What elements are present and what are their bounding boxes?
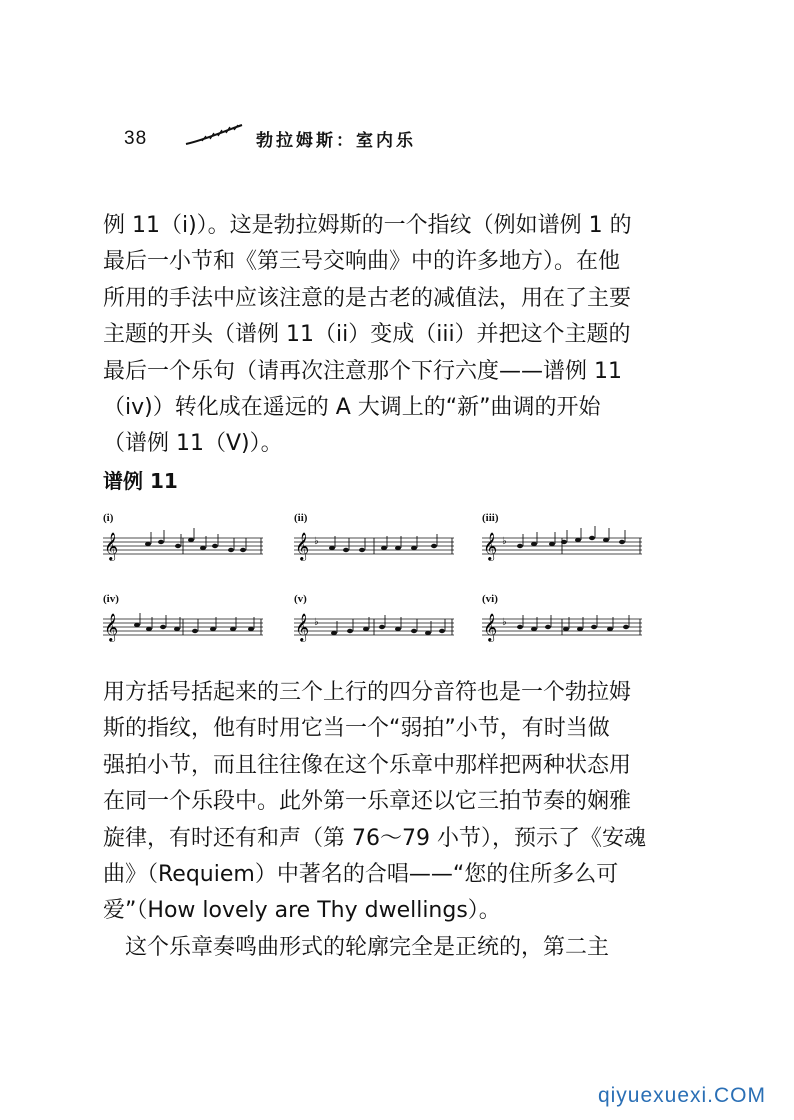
note-head	[517, 625, 523, 629]
note-head	[545, 625, 551, 629]
site-watermark: qiyuexuexi.COM	[597, 1084, 766, 1107]
note-head	[174, 627, 180, 631]
text-line: 例 11（i)）。这是勃拉姆斯的一个指纹（例如谱例 1 的	[103, 213, 632, 238]
note-head	[607, 627, 613, 631]
page-number: 38	[124, 128, 148, 149]
note-head	[329, 546, 335, 550]
treble-clef-icon: 𝄞	[295, 613, 310, 641]
note-head	[531, 627, 537, 631]
text-line: 在同一个乐段中。此外第一乐章还以它三拍节奏的娴雅	[103, 789, 632, 815]
text-line: 这个乐章奏鸣曲形式的轮廓完全是正统的，第二主	[103, 935, 610, 960]
note-head	[517, 544, 523, 548]
note-head	[230, 627, 236, 631]
note-head	[363, 627, 369, 631]
example-title: 谱例 11	[103, 469, 178, 493]
text-line: 所用的手法中应该注意的是古老的减值法，用在了主要	[103, 285, 632, 311]
note-head	[192, 629, 198, 633]
example-label: (i)	[103, 512, 114, 524]
flat-icon: ♭	[502, 536, 507, 547]
note-head	[248, 627, 254, 631]
text-line: 爱”（How lovely are Thy dwellings）。	[103, 898, 501, 924]
note-head	[175, 544, 181, 548]
note-head	[331, 631, 337, 635]
note-head	[589, 536, 595, 540]
note-head	[563, 627, 569, 631]
note-head	[158, 540, 164, 544]
flat-icon: ♭	[314, 617, 319, 628]
music-staff	[294, 605, 454, 655]
note-head	[359, 548, 365, 552]
example-label: (v)	[294, 593, 307, 605]
treble-clef-icon: 𝄞	[104, 613, 119, 641]
note-head	[395, 546, 401, 550]
note-head	[439, 629, 445, 633]
note-head	[603, 538, 609, 542]
music-staff	[482, 605, 642, 655]
note-head	[240, 548, 246, 552]
note-head	[591, 625, 597, 629]
example-label: (iii)	[482, 512, 499, 524]
music-staff	[482, 524, 642, 574]
note-head	[395, 627, 401, 631]
music-staff	[103, 524, 263, 574]
note-head	[381, 546, 387, 550]
note-head	[549, 542, 555, 546]
note-head	[200, 546, 206, 550]
paragraph-1	[103, 208, 663, 463]
note-head	[145, 542, 151, 546]
paragraph-2	[103, 675, 663, 930]
treble-clef-icon: 𝄞	[483, 613, 498, 641]
flat-icon: ♭	[502, 617, 507, 628]
example-label: (iv)	[103, 593, 119, 605]
text-line: 主题的开头（谱例 11（ii）变成（iii）并把这个主题的	[103, 322, 631, 348]
music-staff	[103, 605, 263, 655]
paragraph-3	[103, 930, 663, 966]
text-line: 旋律，有时还有和声（第 76～79 小节），预示了《安魂	[103, 825, 646, 851]
text-line: 曲》（Requiem）中著名的合唱——“您的住所多么可	[103, 862, 619, 888]
treble-clef-icon: 𝄞	[483, 532, 498, 560]
quill-icon	[184, 122, 246, 148]
text-line: 最后一个乐句（请再次注意那个下行六度——谱例 11	[103, 358, 622, 384]
text-line: 斯的指纹，他有时用它当一个“弱拍”小节，有时当做	[103, 716, 610, 742]
note-head	[411, 546, 417, 550]
text-line: （iv)）转化成在遥远的 A 大调上的“新”曲调的开始	[103, 395, 601, 421]
note-head	[212, 544, 218, 548]
note-head	[431, 544, 437, 548]
text-line: 用方括号括起来的三个上行的四分音符也是一个勃拉姆	[103, 680, 632, 705]
note-head	[577, 627, 583, 631]
text-line: （谱例 11（V)）。	[103, 431, 283, 457]
note-head	[228, 548, 234, 552]
note-head	[146, 627, 152, 631]
note-head	[619, 540, 625, 544]
note-head	[623, 625, 629, 629]
note-head	[347, 629, 353, 633]
text-line: 最后一小节和《第三号交响曲》中的许多地方）。在他	[103, 249, 621, 275]
example-label: (ii)	[294, 512, 308, 524]
running-title: 勃拉姆斯：室内乐	[256, 131, 416, 151]
page-header	[124, 122, 524, 156]
note-head	[531, 542, 537, 546]
treble-clef-icon: 𝄞	[295, 532, 310, 560]
note-head	[411, 629, 417, 633]
note-head	[379, 625, 385, 629]
note-head	[575, 538, 581, 542]
flat-icon: ♭	[314, 536, 319, 547]
note-head	[343, 548, 349, 552]
note-head	[160, 625, 166, 629]
music-staff	[294, 524, 454, 574]
note-head	[210, 627, 216, 631]
text-line: 强拍小节，而且往往像在这个乐章中那样把两种状态用	[103, 752, 632, 778]
example-label: (vi)	[482, 593, 498, 605]
note-head	[134, 623, 140, 627]
note-head	[188, 538, 194, 542]
note-head	[425, 631, 431, 635]
treble-clef-icon: 𝄞	[104, 532, 119, 560]
